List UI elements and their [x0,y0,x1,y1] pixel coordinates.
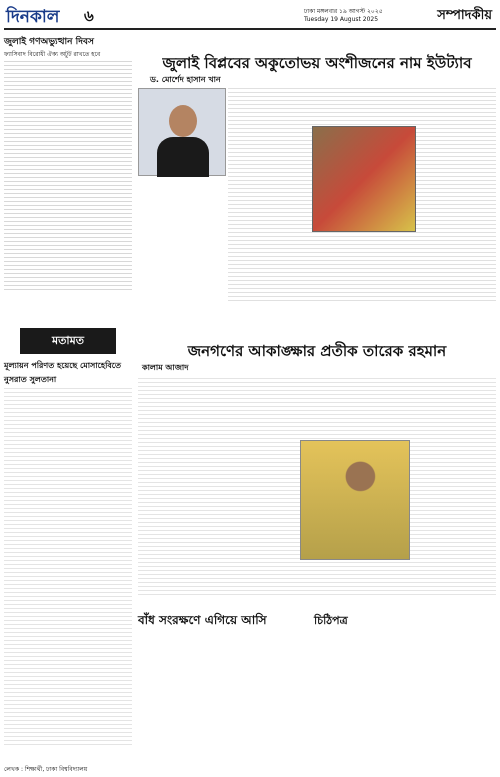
section-title: সম্পাদকীয় [437,8,492,23]
author-suit [157,137,209,177]
opinion-label: মতামত [20,328,116,354]
opinion-author: নুসরাত সুলতানা [4,375,57,384]
lead-author: ড. মোর্শেদ হাসান খান [150,75,221,84]
left-article-headline: জুলাই গণঅভ্যুত্থান দিবস [4,37,94,47]
opinion-signature: লেখক : শিক্ষার্থী, ঢাকা বিশ্ববিদ্যালয় [4,766,88,773]
opinion-body [4,388,132,748]
second-author: কালাম আজাদ [142,363,189,372]
third-headline: বাঁধ সংরক্ষণে এগিয়ে আসি [138,613,267,627]
page-number: ৬ [84,7,94,25]
letters-section-label: চিঠিপত্র [314,614,348,627]
person-photo [300,440,410,560]
left-column-article [4,34,132,291]
left-article-subhead: ফ্যাসিবাদ বিরোধী ঐক্য অটুট রাখতে হবে [4,51,101,58]
opinion-headline: মূল্যায়ন পরিণত হয়েছে মোসাহেবিতে [4,361,122,370]
date-english: Tuesday 19 August 2025 [304,16,379,23]
author-photo [138,88,226,176]
crowd-photo [312,126,416,232]
masthead [4,4,496,30]
left-article-body [4,61,132,291]
author-face [169,105,197,137]
newspaper-logo: দিনকাল [6,7,60,27]
date-bengali: ঢাকা মঙ্গলবার ১৯ আগস্ট ২০২৫ [304,8,383,15]
lead-headline: জুলাই বিপ্লবের অকুতোভয় অংশীজনের নাম ইউট্যাব [162,54,472,72]
second-headline: জনগণের আকাঙ্ক্ষার প্রতীক তারেক রহমান [187,342,447,360]
